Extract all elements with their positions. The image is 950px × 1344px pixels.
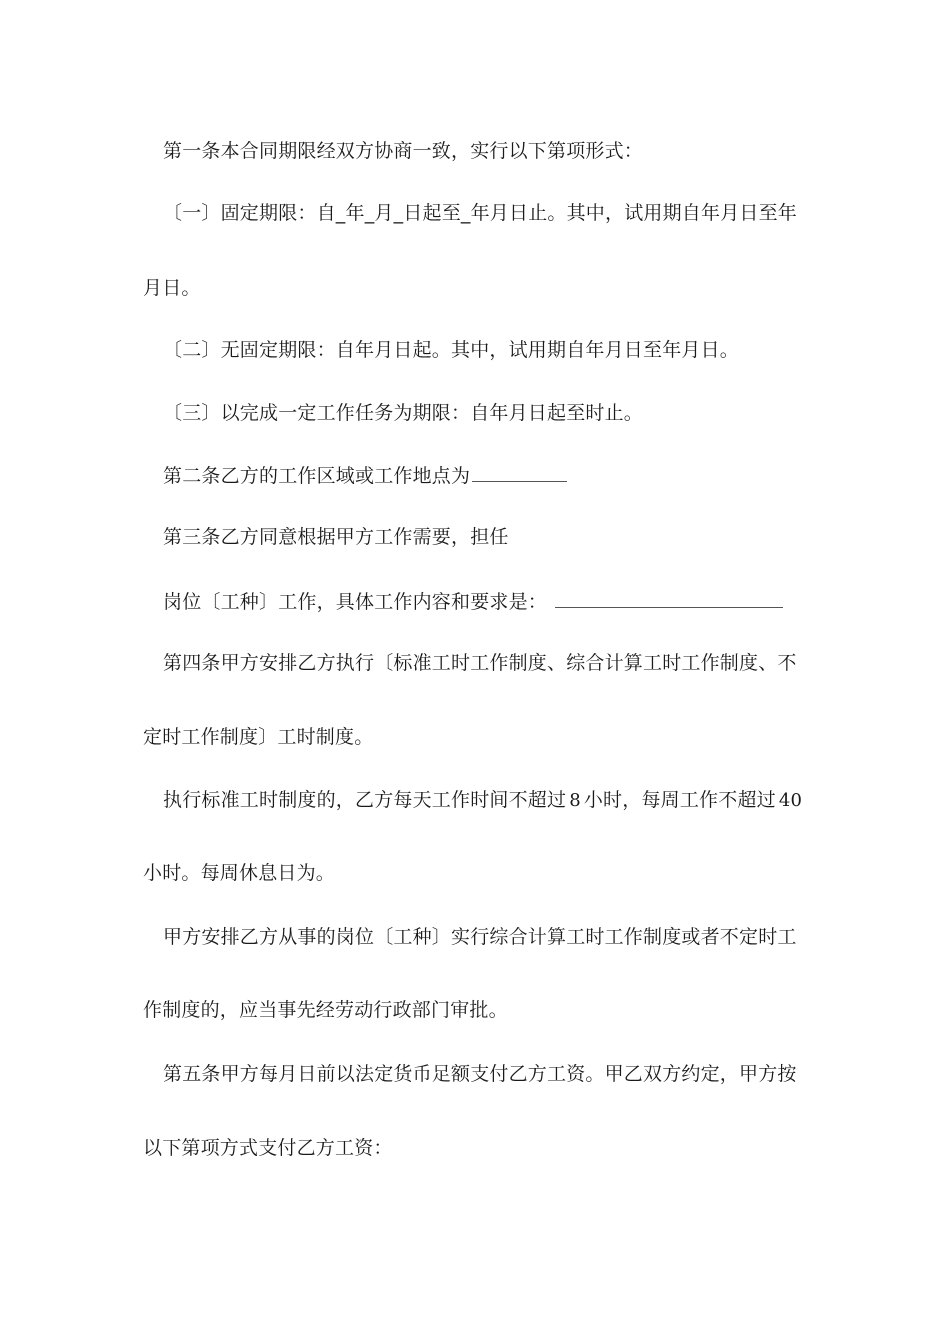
job-content-blank	[555, 589, 783, 608]
work-location-blank	[472, 463, 567, 482]
approval-line-1: 甲方安排乙方从事的岗位〔工种〕实行综合计算工时工作制度或者不定时工	[163, 926, 797, 948]
article-4-line-2: 定时工作制度〕工时制度。	[143, 726, 374, 748]
article-1-open-term: 〔二〕无固定期限：自年月日起。其中，试用期自年月日至年月日。	[163, 339, 740, 361]
article-1-fixed-term-line-1: 〔一〕固定期限：自_年_月_日起至_年月日止。其中，试用期自年月日至年	[163, 202, 798, 224]
daily-hours-value: 8	[569, 790, 581, 811]
standard-hours-text-1: 执行标准工时制度的，乙方每天工作时间不超过	[163, 789, 567, 811]
standard-hours-text-2: 小时，每周工作不超过	[583, 789, 776, 811]
article-3-line-1: 第三条乙方同意根据甲方工作需要，担任	[163, 526, 509, 548]
standard-hours-line-1	[163, 788, 802, 813]
article-5-line-1: 第五条甲方每月日前以法定货币足额支付乙方工资。甲乙双方约定，甲方按	[163, 1063, 797, 1085]
article-1-fixed-term-line-2: 月日。	[143, 277, 201, 299]
article-2-work-location	[163, 463, 567, 488]
article-5-line-2: 以下第项方式支付乙方工资：	[143, 1137, 393, 1159]
approval-line-2: 作制度的，应当事先经劳动行政部门审批。	[143, 999, 508, 1021]
article-1-task-term: 〔三〕以完成一定工作任务为期限：自年月日起至时止。	[163, 402, 644, 424]
article-2-text: 第二条乙方的工作区域或工作地点为	[163, 465, 471, 487]
standard-hours-line-2: 小时。每周休息日为。	[143, 862, 336, 884]
article-1-intro: 第一条本合同期限经双方协商一致，实行以下第项形式：	[163, 140, 644, 162]
article-4-line-1: 第四条甲方安排乙方执行〔标准工时工作制度、综合计算工时工作制度、不	[163, 652, 797, 674]
weekly-hours-value: 40	[778, 790, 803, 811]
article-3-line-2-text: 岗位〔工种〕工作，具体工作内容和要求是：	[163, 591, 548, 613]
article-3-line-2	[163, 589, 783, 614]
